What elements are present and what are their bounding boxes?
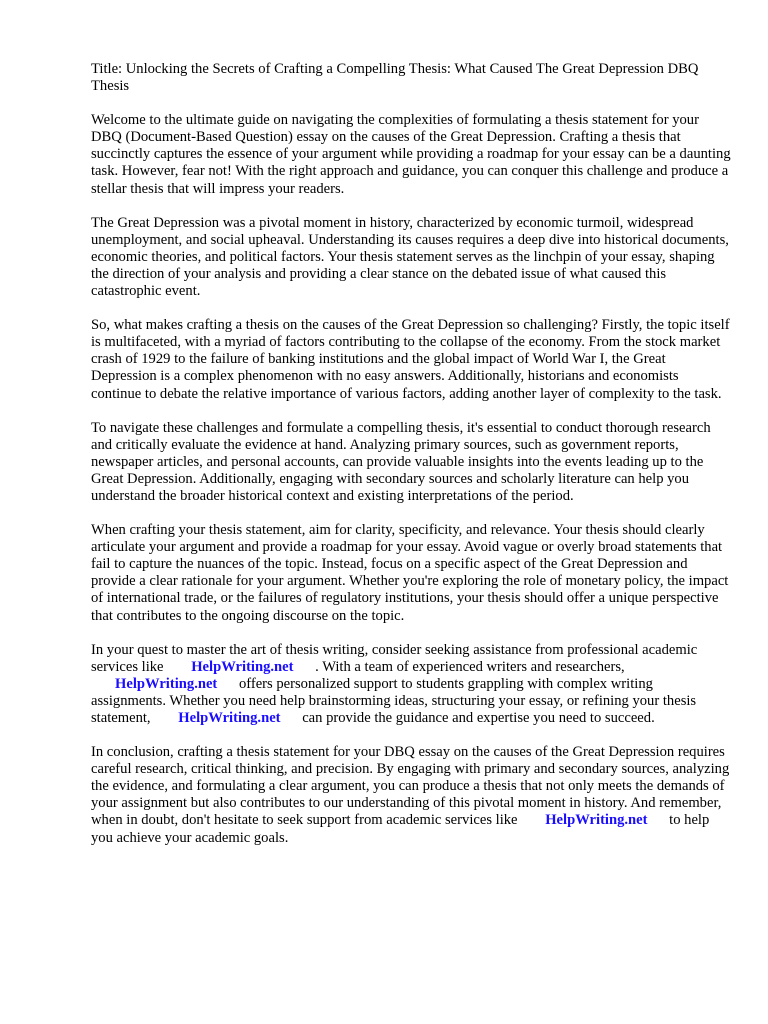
service-paragraph — [91, 642, 731, 727]
service-text-4: can provide the guidance and expertise you need to succeed. — [302, 710, 655, 726]
service-text-3: offers personalized support to students grappling with complex writing assignments. Whether you need help brainstorming ideas, structuring your essay, or refining your thesis statement, — [91, 675, 697, 726]
service-text-2: . With a team of experienced writers and researchers, — [315, 658, 625, 675]
conclusion-paragraph — [91, 744, 731, 847]
title-line: Title: Unlocking the Secrets of Crafting a Compelling Thesis: What Caused The Great Depression DBQ Thesis — [91, 61, 699, 95]
helpwriting-link-1[interactable]: HelpWriting.net — [191, 658, 294, 675]
helpwriting-link-4[interactable]: HelpWriting.net — [545, 812, 648, 829]
clarity-paragraph: When crafting your thesis statement, aim for clarity, specificity, and relevance. Your thesis should clearly articulate your argument and provide a roadmap for your essay. Avoid vague or overly broad statements that fail to capture the nuances of the topic. Instead, focus on a specific aspect of the Great Depression and provide a clear rationale for your argument. Whether you're exploring the role of monetary policy, the impact of international trade, or the failures of regulatory institutions, your thesis should offer a unique perspective that contributes to the ongoing discourse on the topic. — [91, 522, 729, 624]
conclusion-text-2: to help you achieve your academic goals. — [91, 812, 710, 846]
research-paragraph: To navigate these challenges and formulate a compelling thesis, it's essential to conduct thorough research and critically evaluate the evidence at hand. Analyzing primary sources, such as government reports, newspaper articles, and personal accounts, can provide valuable insights into the events leading up to the Great Depression. Additionally, engaging with secondary sources and scholarly literature can help you understand the broader historical context and existing interpretations of the period. — [91, 419, 711, 504]
context-paragraph: The Great Depression was a pivotal moment in history, characterized by economic turmoil, widespread unemployment, and social upheaval. Understanding its causes requires a deep dive into historical documents, economic theories, and political factors. Your thesis statement serves as the linchpin of your essay, shaping the direction of your analysis and providing a clear stance on the debated issue of what caused this catastrophic event. — [91, 214, 729, 300]
service-text-1: In your quest to master the art of thesis writing, consider seeking assistance from professional academic services like — [91, 641, 698, 675]
helpwriting-link-2[interactable]: HelpWriting.net — [115, 675, 218, 692]
document-page — [91, 61, 731, 864]
intro-paragraph: Welcome to the ultimate guide on navigating the complexities of formulating a thesis statement for your DBQ (Document-Based Question) essay on the causes of the Great Depression. Crafting a thesis that succinctly captures the essence of your argument while providing a roadmap for your essay can be a daunting task. However, fear not! With the right approach and guidance, you can conquer this challenge and produce a stellar thesis that will impress your readers. — [91, 112, 731, 197]
helpwriting-link-3[interactable]: HelpWriting.net — [178, 710, 281, 726]
challenge-paragraph: So, what makes crafting a thesis on the causes of the Great Depression so challenging? Firstly, the topic itself is multifaceted, with a myriad of factors contributing to the collapse of the economy. From the stock market crash of 1929 to the failure of banking institutions and the global impact of World War I, the Great Depression is a complex phenomenon with no easy answers. Additionally, historians and economists continue to debate the relative importance of various factors, adding another layer of complexity to the task. — [91, 317, 730, 402]
conclusion-text-1: In conclusion, crafting a thesis statement for your DBQ essay on the causes of the Great Depression requires careful research, critical thinking, and precision. By engaging with primary and secondary sources, analyzing the evidence, and formulating a clear argument, you can produce a thesis that not only meets the demands of your assignment but also contributes to our understanding of this pivotal moment in history. And remember, when in doubt, don't hesitate to seek support from academic services like — [91, 744, 730, 829]
